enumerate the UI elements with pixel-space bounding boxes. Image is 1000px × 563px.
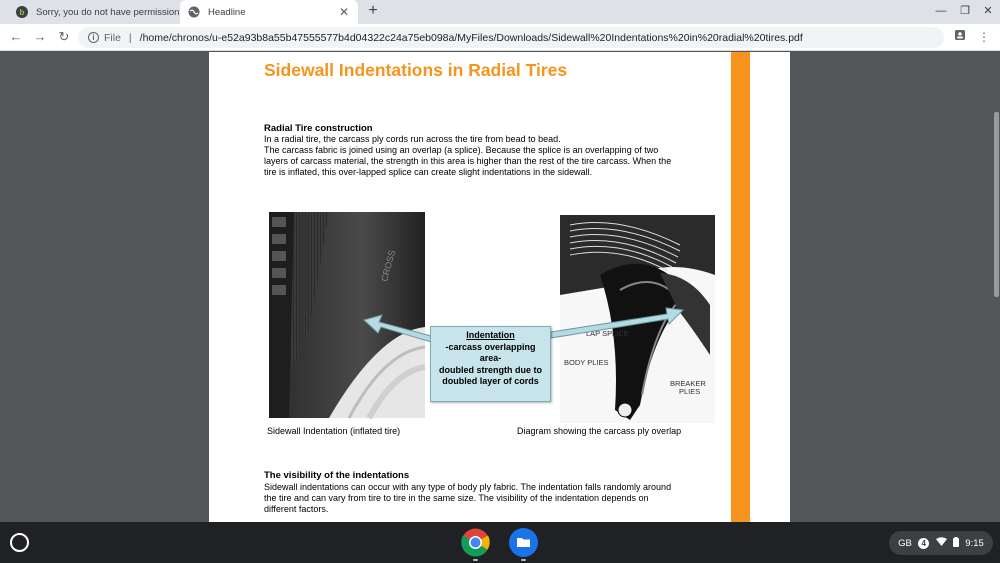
section-paragraph: In a radial tire, the carcass ply cords run across the tire from bead to bead. The carcass fabric is joined using an overlap (a splice). Because the splice is an overlapping of two layers of carcass material, the strength in this area is higher than the rest of the tire carcass. When the tire is inflated, this over-lapped splice can create slight indentations in the sidewall. [264,134,672,177]
tab-title: Sorry, you do not have permission [36,6,180,18]
breaker-plies-label-1: BREAKER [670,379,706,388]
notification-badge: 4 [918,538,929,549]
photo-caption: Sidewall Indentation (inflated tire) [267,426,401,436]
pdf-viewer[interactable] [0,52,1000,522]
running-indicator [521,559,526,561]
tab-strip [0,0,1000,24]
globe-icon [188,6,200,18]
clock: 9:15 [965,537,984,549]
reload-icon[interactable]: ↻ [58,29,70,44]
callout-line: -carcass overlapping [445,341,536,352]
callout-heading: Indentation [466,330,515,340]
chromeos-shelf [0,522,1000,563]
arrow-left [364,315,431,342]
url-separator: | [128,31,132,44]
section-heading: Radial Tire construction [264,123,373,134]
keyboard-layout: GB [898,537,912,549]
document-title: Sidewall Indentations in Radial Tires [264,60,568,80]
tab-permission[interactable] [8,0,180,24]
scrollbar[interactable] [994,112,999,297]
account-icon[interactable] [952,29,968,45]
tab-headline[interactable] [180,0,358,24]
status-tray[interactable] [889,531,993,555]
tab-title: Headline [208,6,246,18]
back-icon[interactable]: ← [9,29,23,44]
callout-line: doubled layer of cords [442,376,539,386]
files-icon[interactable] [509,528,538,557]
callout-line: doubled strength due to [439,364,542,375]
callout-arrows [209,52,790,522]
launcher-icon[interactable] [10,533,29,552]
pdf-page [209,52,790,522]
new-tab-button[interactable]: + [368,2,378,19]
body-plies-label: BODY PLIES [564,358,609,367]
address-bar[interactable] [78,27,944,48]
tire-brand-text: CROSS [379,249,398,283]
window-close-icon[interactable]: ✕ [983,5,993,17]
restore-icon[interactable]: ❐ [960,5,970,17]
minimize-icon[interactable]: — [935,5,947,17]
info-icon[interactable]: i [88,32,99,43]
b-icon [16,6,28,18]
lap-splice-label: LAP SPLICE [586,329,629,338]
battery-icon [953,537,959,550]
arrow-right [551,308,683,338]
running-indicator [473,559,478,561]
close-icon[interactable]: ✕ [338,5,350,19]
forward-icon[interactable]: → [33,29,47,44]
url-text[interactable]: /home/chronos/u-e52a93b8a55b47555577b4d04322c24a75eb098a/MyFiles/Downloads/Sidewall%20Indentations%20in%20radial%20tires.pdf [139,31,803,44]
chrome-icon[interactable] [461,528,490,557]
browser-toolbar [0,24,1000,51]
breaker-plies-label-2: PLIES [679,387,701,396]
section-heading: The visibility of the indentations [264,470,410,481]
menu-icon[interactable]: ⋮ [978,30,990,44]
indentation-callout [430,326,551,402]
diagram-caption: Diagram showing the carcass ply overlap [517,426,682,436]
section-paragraph: Sidewall indentations can occur with any type of body ply fabric. The indentation falls randomly around the tire and can vary from tire to tire in the same size. The visibility of the indentation depends on different factors. [264,482,672,514]
callout-line: area- [479,353,502,363]
url-scheme: File [104,31,121,44]
wifi-icon [936,537,947,549]
svg-text:b: b [19,8,25,17]
